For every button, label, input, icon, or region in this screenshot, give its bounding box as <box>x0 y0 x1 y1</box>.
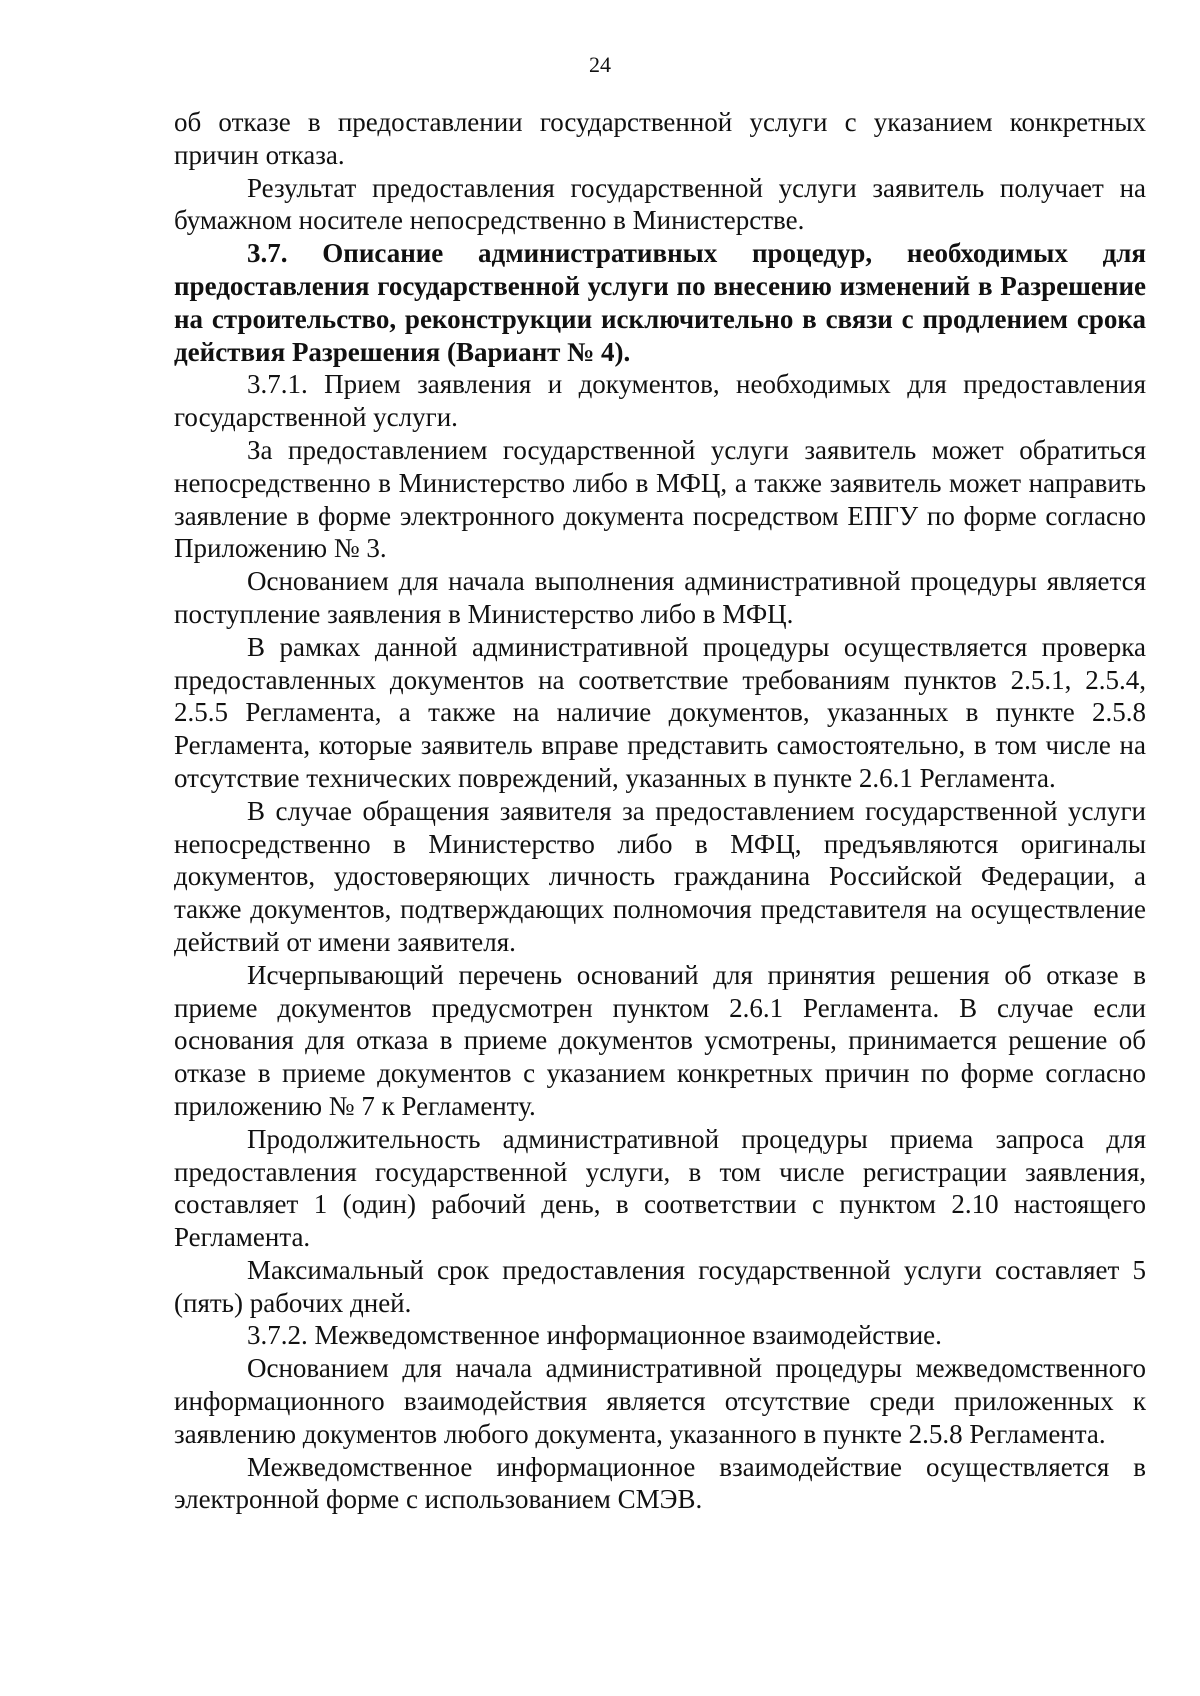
paragraph: Продолжительность административной процедуры приема запроса для предоставления государственной услуги, в том числе регистрации заявления, составляет 1 (один) рабочий день, в соответствии с пунктом 2.10 настоящего Регламента. <box>174 1123 1146 1253</box>
paragraph: В случае обращения заявителя за предоставлением государственной услуги непосредственно в Министерство либо в МФЦ, предъявляются оригиналы документов, удостоверяющих личность гражданина Российской Федерации, а также документов, подтверждающих полномочия представителя на осуществление действий от имени заявителя. <box>174 795 1146 957</box>
subsection-3-7-1: 3.7.1. Прием заявления и документов, необходимых для предоставления государственной услуги. <box>174 369 1146 433</box>
paragraph: Максимальный срок предоставления государственной услуги составляет 5 (пять) рабочих дней. <box>174 1254 1146 1318</box>
paragraph: Межведомственное информационное взаимодействие осуществляется в электронной форме с использованием СМЭВ. <box>174 1451 1146 1515</box>
subsection-3-7-2: 3.7.2. Межведомственное информационное взаимодействие. <box>247 1320 942 1351</box>
paragraph: Основанием для начала административной процедуры межведомственного информационного взаимодействия является отсутствие среди приложенных к заявлению документов любого документа, указанного в пункте 2.5.8 Регламента. <box>174 1353 1146 1449</box>
paragraph-continuation: об отказе в предоставлении государственной услуги с указанием конкретных причин отказа. <box>174 107 1146 170</box>
paragraph: Результат предоставления государственной услуги заявитель получает на бумажном носителе непосредственно в Министерстве. <box>174 172 1146 236</box>
paragraph: В рамках данной административной процедуры осуществляется проверка предоставленных документов на соответствие требованиям пунктов 2.5.1, 2.5.4, 2.5.5 Регламента, а также на наличие документов, указанных в пункте 2.5.8 Регламента, которые заявитель вправе представить самостоятельно, в том числе на отсутствие технических повреждений, указанных в пункте 2.6.1 Регламента. <box>174 631 1146 793</box>
paragraph: За предоставлением государственной услуги заявитель может обратиться непосредственно в Министерство либо в МФЦ, а также заявитель может направить заявление в форме электронного документа посредством ЕПГУ по форме согласно Приложению № 3. <box>174 434 1146 564</box>
section-heading-3-7: 3.7. Описание административных процедур, необходимых для предоставления государственной услуги по внесению изменений в Разрешение на строительство, реконструкции исключительно в связи с продлением срока действия Разрешения (Вариант № 4). <box>174 238 1146 367</box>
page-number: 24 <box>589 52 611 77</box>
document-body <box>174 106 1146 1516</box>
paragraph: Основанием для начала выполнения административной процедуры является поступление заявления в Министерство либо в МФЦ. <box>174 566 1146 629</box>
paragraph: Исчерпывающий перечень оснований для принятия решения об отказе в приеме документов предусмотрен пунктом 2.6.1 Регламента. В случае если основания для отказа в приеме документов усмотрены, принимается решение об отказе в приеме документов с указанием конкретных причин по форме согласно приложению № 7 к Регламенту. <box>174 959 1146 1121</box>
